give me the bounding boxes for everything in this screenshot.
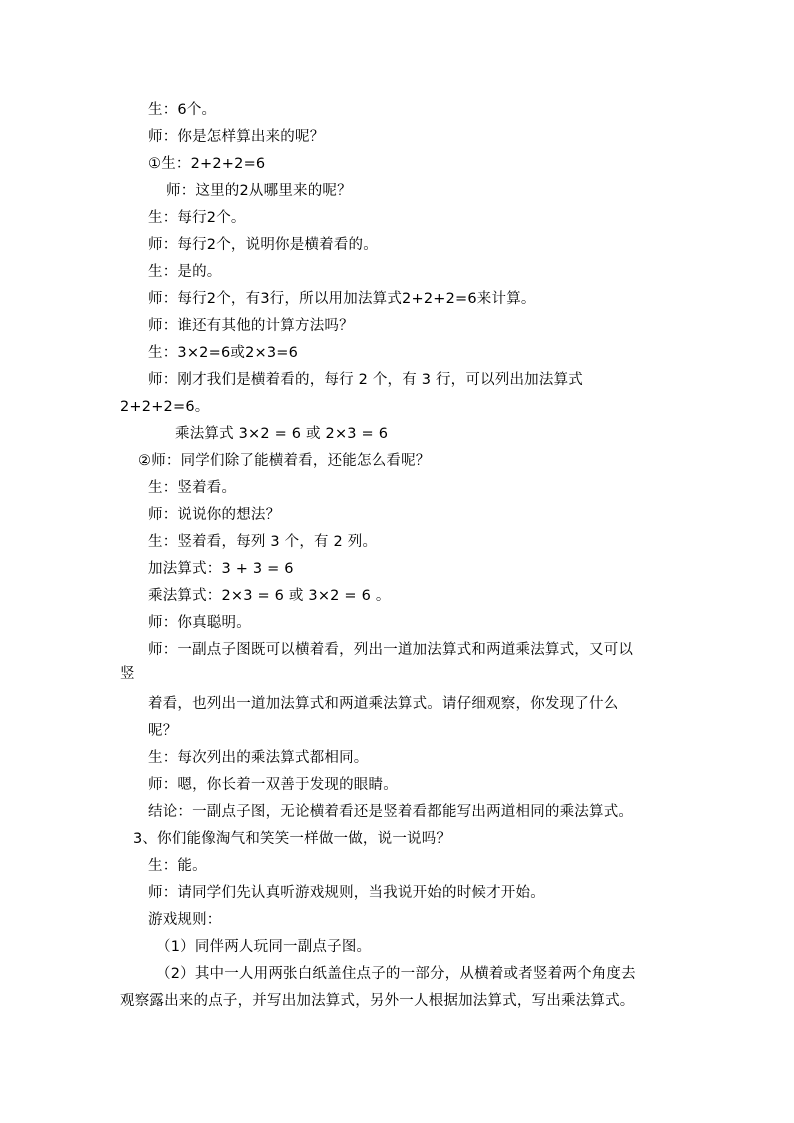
- text-line: 师：这里的2从哪里来的呢？: [166, 183, 352, 199]
- text-line: 竖: [120, 666, 135, 682]
- text-line: 着看，也列出一道加法算式和两道乘法算式。请仔细观察，你发现了什么: [148, 696, 619, 712]
- text-line: 师：谁还有其他的计算方法吗？: [148, 318, 354, 334]
- text-line: 生：每次列出的乘法算式都相同。: [148, 750, 369, 766]
- text-line: 2+2+2=6。: [120, 399, 210, 415]
- text-line: 生：6个。: [148, 102, 217, 118]
- text-line: （1）同伴两人玩同一副点子图。: [156, 939, 372, 955]
- text-line: ②师：同学们除了能横着看，还能怎么看呢？: [138, 453, 431, 469]
- text-line: 生：3×2=6或2×3=6: [148, 345, 299, 361]
- text-line: 呢？: [148, 723, 178, 739]
- text-line: 师：说说你的想法？: [148, 507, 281, 523]
- text-line: 生：竖着看，每列 3 个，有 2 列。: [148, 534, 378, 550]
- text-line: ①生：2+2+2=6: [148, 156, 266, 172]
- text-line: （2）其中一人用两张白纸盖住点子的一部分，从横着或者竖着两个角度去: [156, 966, 636, 982]
- text-line: 乘法算式 3×2 = 6 或 2×3 = 6: [175, 426, 389, 442]
- text-line: 师：每行2个，有3行，所以用加法算式2+2+2=6来计算。: [148, 291, 536, 307]
- text-line: 师：一副点子图既可以横着看，列出一道加法算式和两道乘法算式，又可以: [148, 642, 634, 658]
- text-line: 生：能。: [148, 858, 207, 874]
- text-line: 加法算式：3 + 3 = 6: [148, 561, 294, 577]
- text-line: 3、你们能像淘气和笑笑一样做一做，说一说吗？: [133, 831, 452, 847]
- text-line: 乘法算式：2×3 = 6 或 3×2 = 6 。: [148, 588, 391, 604]
- text-line: 师：你是怎样算出来的呢？: [148, 129, 325, 145]
- text-line: 观察露出来的点子，并写出加法算式，另外一人根据加法算式，写出乘法算式。: [120, 993, 635, 1009]
- text-line: 生：每行2个。: [148, 210, 246, 226]
- text-line: 师：每行2个，说明你是横着看的。: [148, 237, 378, 253]
- text-line: 师：你真聪明。: [148, 615, 251, 631]
- text-line: 生：是的。: [148, 264, 222, 280]
- text-line: 师：刚才我们是横着看的，每行 2 个，有 3 行，可以列出加法算式: [148, 372, 583, 388]
- text-line: 游戏规则：: [148, 912, 222, 928]
- text-line: 生：竖着看。: [148, 480, 237, 496]
- text-line: 师：请同学们先认真听游戏规则，当我说开始的时候才开始。: [148, 885, 545, 901]
- text-line: 师：嗯，你长着一双善于发现的眼睛。: [148, 777, 398, 793]
- text-line: 结论：一副点子图，无论横着看还是竖着看都能写出两道相同的乘法算式。: [148, 804, 634, 820]
